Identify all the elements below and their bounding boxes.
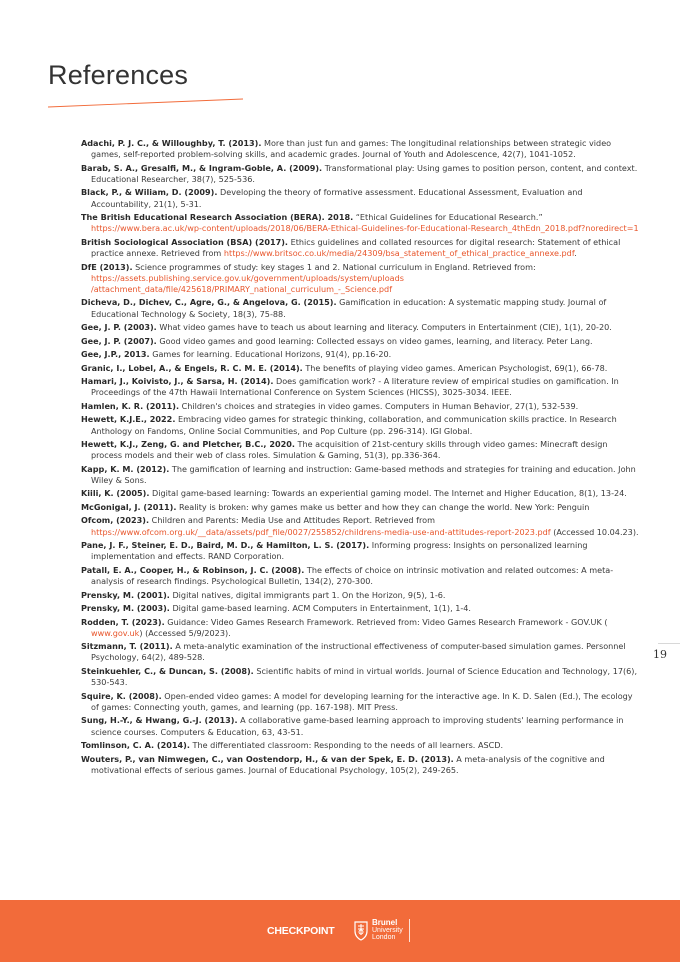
reference-author: Squire, K. (2008).	[81, 690, 162, 701]
reference-text: A meta-analysis of the cognitive and motivational effects of serious games. Journal of Educational Psychology, 105(2), 249-265.	[91, 753, 605, 775]
reference-author: Black, P., & Wiliam, D. (2009).	[81, 187, 218, 198]
reference-item	[81, 666, 641, 688]
university-name: Brunel	[372, 918, 398, 927]
university-line3: London	[372, 934, 396, 942]
reference-item	[81, 617, 641, 639]
reference-item	[81, 322, 641, 333]
reference-suffix: (Accessed 10.04.23).	[550, 526, 639, 537]
reference-author: Ofcom, (2023).	[81, 515, 150, 526]
reference-text: Digital natives, digital immigrants part 1. On the Horizon, 9(5), 1-6.	[172, 589, 446, 600]
reference-author: Hamlen, K. R. (2011).	[81, 400, 180, 411]
reference-text: Ethics guidelines and collated resources for digital research: Statement of ethical practice annexe. Retrieved from	[91, 236, 621, 259]
reference-text: Guidance: Video Games Research Framework. Retrieved from: Video Games Research Framework - GOV.UK (	[167, 616, 608, 627]
reference-item	[81, 565, 641, 587]
reference-author: The British Educational Research Association (BERA). 2018.	[81, 212, 354, 223]
reference-item	[81, 603, 641, 614]
reference-text: Digital game-based learning. ACM Computers in Entertainment, 1(1), 1-4.	[172, 603, 472, 614]
reference-item	[81, 691, 641, 713]
reference-item	[81, 237, 641, 259]
reference-author: Gee, J. P. (2007).	[81, 335, 157, 346]
reference-text: The acquisition of 21st-century skills through video games: Minecraft design process models and their web of class roles. Simulation & Gaming, 51(3), pp.336-364.	[91, 439, 608, 461]
reference-author: Tomlinson, C. A. (2014).	[81, 740, 190, 751]
university-wordmark	[372, 919, 403, 942]
page-title: References	[48, 60, 189, 90]
reference-text: Children's choices and strategies in video games. Computers in Human Behavior, 27(1), 532-539.	[181, 400, 579, 411]
reference-text: What video games have to teach us about learning and literacy. Computers in Entertainment (CIE), 1(1), 20-20.	[159, 322, 612, 333]
reference-text: Scientific habits of mind in virtual worlds. Journal of Science Education and Technology, 17(6), 530-543.	[91, 665, 638, 688]
reference-text: Science programmes of study: key stages 1 and 2. National curriculum in England. Retrieved from:	[135, 261, 536, 272]
title-underline	[48, 98, 243, 108]
reference-text: Developing the theory of formative assessment. Educational Assessment, Evaluation and Accountability, 21(1), 5-31.	[91, 187, 583, 209]
reference-item	[81, 187, 641, 209]
reference-item	[81, 212, 641, 234]
reference-item	[81, 502, 641, 513]
reference-author: Sung, H.-Y., & Hwang, G.-J. (2013).	[81, 715, 238, 726]
university-crest-icon	[353, 919, 369, 941]
reference-text: Games for learning. Educational Horizons, 91(4), pp.16-20.	[152, 349, 392, 360]
reference-text: Transformational play: Using games to position person, content, and context. Educational Researcher, 38(7), 525-536.	[91, 162, 638, 184]
reference-author: Sitzmann, T. (2011).	[81, 641, 173, 652]
reference-item	[81, 488, 641, 499]
reference-item	[81, 754, 641, 776]
reference-text: Reality is broken: why games make us better and how they can change the world. New York: Penguin	[179, 501, 590, 512]
reference-text: Children and Parents: Media Use and Attitudes Report. Retrieved from	[151, 515, 435, 526]
page-number-rule	[658, 643, 680, 644]
reference-author: British Sociological Association (BSA) (2017).	[81, 236, 289, 247]
footer-bar	[0, 900, 680, 962]
reference-author: Wouters, P., van Nimwegen, C., van Oostendorp, H., & van der Spek, E. D. (2013).	[81, 753, 454, 764]
reference-item	[81, 515, 641, 537]
reference-text: Digital game-based learning: Towards an experiential gaming model. The Internet and Higher Education, 8(1), 13-24.	[152, 488, 627, 499]
reference-author: Prensky, M. (2003).	[81, 603, 170, 614]
reference-text: Gamification in education: A systematic mapping study. Journal of Educational Technology & Society, 18(3), 75-88.	[91, 297, 607, 319]
reference-author: Dicheva, D., Dichev, C., Agre, G., & Angelova, G. (2015).	[81, 297, 337, 308]
reference-author: Patall, E. A., Cooper, H., & Robinson, J. C. (2008).	[81, 564, 305, 575]
reference-text: Good video games and good learning: Collected essays on video games, learning, and literacy. Peter Lang.	[159, 335, 593, 346]
reference-item	[81, 163, 641, 185]
reference-item	[81, 740, 641, 751]
reference-link[interactable]: https://www.britsoc.co.uk/media/24309/bsa_statement_of_ethical_practice_annexe.pdf	[223, 248, 575, 259]
reference-text: The effects of choice on intrinsic motivation and related outcomes: A meta-analysis of research findings. Psychological Bulletin, 134(2), 270-300.	[91, 564, 614, 587]
reference-author: Rodden, T. (2023).	[81, 616, 165, 627]
reference-item	[81, 336, 641, 347]
reference-item	[81, 715, 641, 737]
reference-item	[81, 641, 641, 663]
reference-item	[81, 414, 641, 436]
university-line2: University	[372, 926, 403, 934]
reference-author: Pane, J. F., Steiner, E. D., Baird, M. D., & Hamilton, L. S. (2017).	[81, 540, 370, 551]
reference-link[interactable]: https://www.ofcom.org.uk/__data/assets/pdf_file/0027/255852/childrens-media-use-and-attitudes-report-2023.pdf	[91, 526, 551, 537]
reference-link[interactable]: https://assets.publishing.service.gov.uk/government/uploads/system/uploads /attachment_data/file/425618/PRIMARY_national_curriculum_-_Science.pdf	[91, 272, 404, 294]
reference-text: Embracing video games for strategic thinking, collaboration, and communication skills practice. In Research Anthology on Fandoms, Online Social Communities, and Pop Culture (pp. 296-314). IGI Global.	[91, 414, 617, 436]
reference-text: The differentiated classroom: Responding to the needs of all learners. ASCD.	[192, 740, 504, 751]
reference-item	[81, 439, 641, 461]
reference-item	[81, 138, 641, 160]
reference-author: Gee, J. P. (2003).	[81, 322, 157, 333]
reference-text: The gamification of learning and instruction: Game-based methods and strategies for training and education. John Wiley & Sons.	[91, 463, 636, 485]
reference-item	[81, 297, 641, 319]
reference-author: Hamari, J., Koivisto, J., & Sarsa, H. (2014).	[81, 376, 274, 387]
reference-author: Kapp, K. M. (2012).	[81, 463, 170, 474]
reference-author: Granic, I., Lobel, A., & Engels, R. C. M. E. (2014).	[81, 362, 303, 373]
reference-text: More than just fun and games: The longitudinal relationships between strategic video games, self-reported problem-solving skills, and academic grades. Journal of Youth and Adolescence, 42(7), 1041-1052.	[91, 138, 612, 160]
reference-item	[81, 590, 641, 601]
reference-author: Barab, S. A., Gresalfi, M., & Ingram-Goble, A. (2009).	[81, 162, 323, 173]
logo-divider	[409, 919, 410, 942]
reference-author: Prensky, M. (2001).	[81, 589, 170, 600]
reference-text: A meta-analytic examination of the instructional effectiveness of computer-based simulation games. Personnel Psychology, 64(2), 489-528.	[91, 641, 626, 663]
checkpoint-logo: CHECKPOINT	[267, 925, 335, 937]
reference-author: Hewett, K.J., Zeng, G. and Pletcher, B.C., 2020.	[81, 439, 295, 450]
reference-item	[81, 363, 641, 374]
reference-link[interactable]: www.gov.uk	[91, 627, 140, 638]
reference-text: Informing progress: Insights on personalized learning implementation and effects. RAND Corporation.	[91, 540, 588, 562]
reference-author: Kiili, K. (2005).	[81, 488, 150, 499]
reference-item	[81, 376, 641, 398]
reference-suffix: .	[574, 248, 577, 259]
reference-author: Adachi, P. J. C., & Willoughby, T. (2013).	[81, 138, 262, 148]
reference-text: A collaborative game-based learning approach to improving students' learning performance in science courses. Computers & Education, 63, 43-51.	[91, 715, 624, 737]
reference-item	[81, 464, 641, 486]
reference-author: Hewett, K.J.E., 2022.	[81, 414, 176, 425]
reference-author: Gee, J.P., 2013.	[81, 349, 150, 360]
reference-link[interactable]: https://www.bera.ac.uk/wp-content/uploads/2018/06/BERA-Ethical-Guidelines-for-Educational-Research_4thEdn_2018.pdf?noredirect=1	[91, 223, 639, 234]
reference-author: McGonigal, J. (2011).	[81, 501, 177, 512]
reference-author: Steinkuehler, C., & Duncan, S. (2008).	[81, 665, 254, 676]
reference-text: Does gamification work? - A literature review of empirical studies on gamification. In Proceedings of the 47th Hawaii International Conference on System Sciences (HICSS), 3025-3034. IEEE.	[91, 376, 619, 398]
reference-item	[81, 262, 641, 296]
reference-suffix: ) (Accessed 5/9/2023).	[139, 627, 231, 638]
reference-list	[81, 138, 641, 778]
page-number: 19	[653, 648, 667, 661]
reference-item	[81, 349, 641, 360]
reference-text: “Ethical Guidelines for Educational Research.”	[355, 212, 543, 223]
reference-text: The benefits of playing video games. American Psychologist, 69(1), 66-78.	[305, 362, 608, 373]
reference-text: Open-ended video games: A model for developing learning for the interactive age. In K. D. Salen (Ed.), The ecology of games: Connecting youth, games, and learning (pp. 167-198). MIT Press.	[91, 690, 633, 712]
reference-author: DfE (2013).	[81, 261, 133, 272]
reference-item	[81, 401, 641, 412]
reference-item	[81, 540, 641, 562]
